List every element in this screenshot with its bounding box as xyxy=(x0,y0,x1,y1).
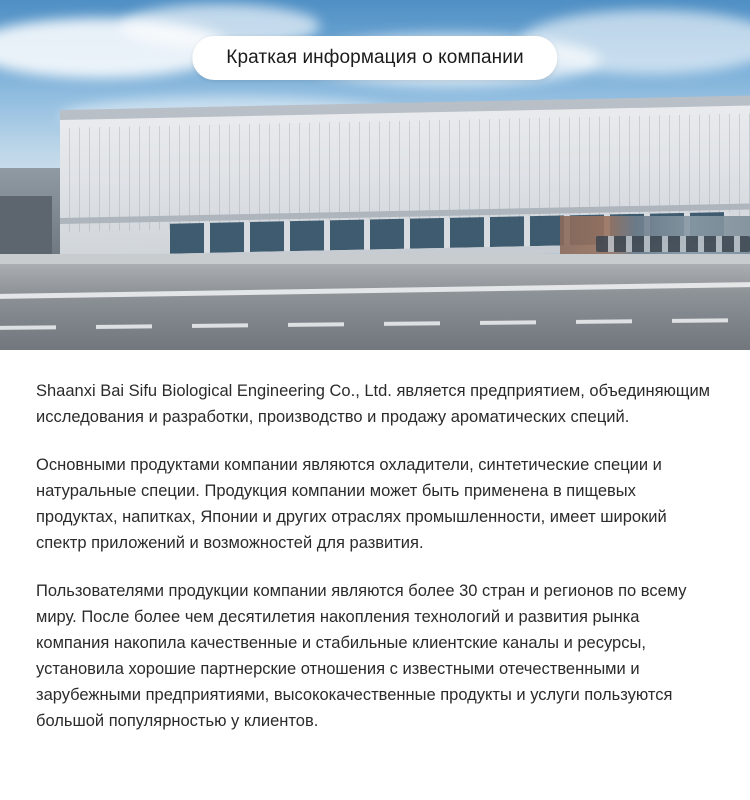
background-building xyxy=(0,196,52,260)
banner-title-pill: Краткая информация о компании xyxy=(192,36,557,80)
hero-banner-image xyxy=(0,0,750,350)
road-surface xyxy=(0,254,750,350)
paragraph-products: Основными продуктами компании являются охладители, синтетические специи и натуральные специи. Продукция компании может быть применена в пищевых продуктах, напитках, Японии и других отраслях промышленности, имеет широкий спектр приложений и возможностей для развития. xyxy=(36,456,667,552)
paragraph-markets: Пользователями продукции компании являются более 30 стран и регионов по всему миру. После более чем десятилетия накопления технологий и развития рынка компания накопила качественные и стабильные клиентские каналы и ресурсы, установила хорошие партнерские отношения с известными отечественными и зарубежными предприятиями, высококачественные продукты и услуги пользуются большой популярностью у клиентов. xyxy=(36,582,687,730)
parked-vehicles xyxy=(596,236,750,252)
paragraph-intro: Shaanxi Bai Sifu Biological Engineering Co., Ltd. является предприятием, объединяющим исследования и разработки, производство и продажу ароматических специй. xyxy=(36,382,711,426)
road-curb xyxy=(0,254,750,264)
company-description xyxy=(0,350,750,734)
